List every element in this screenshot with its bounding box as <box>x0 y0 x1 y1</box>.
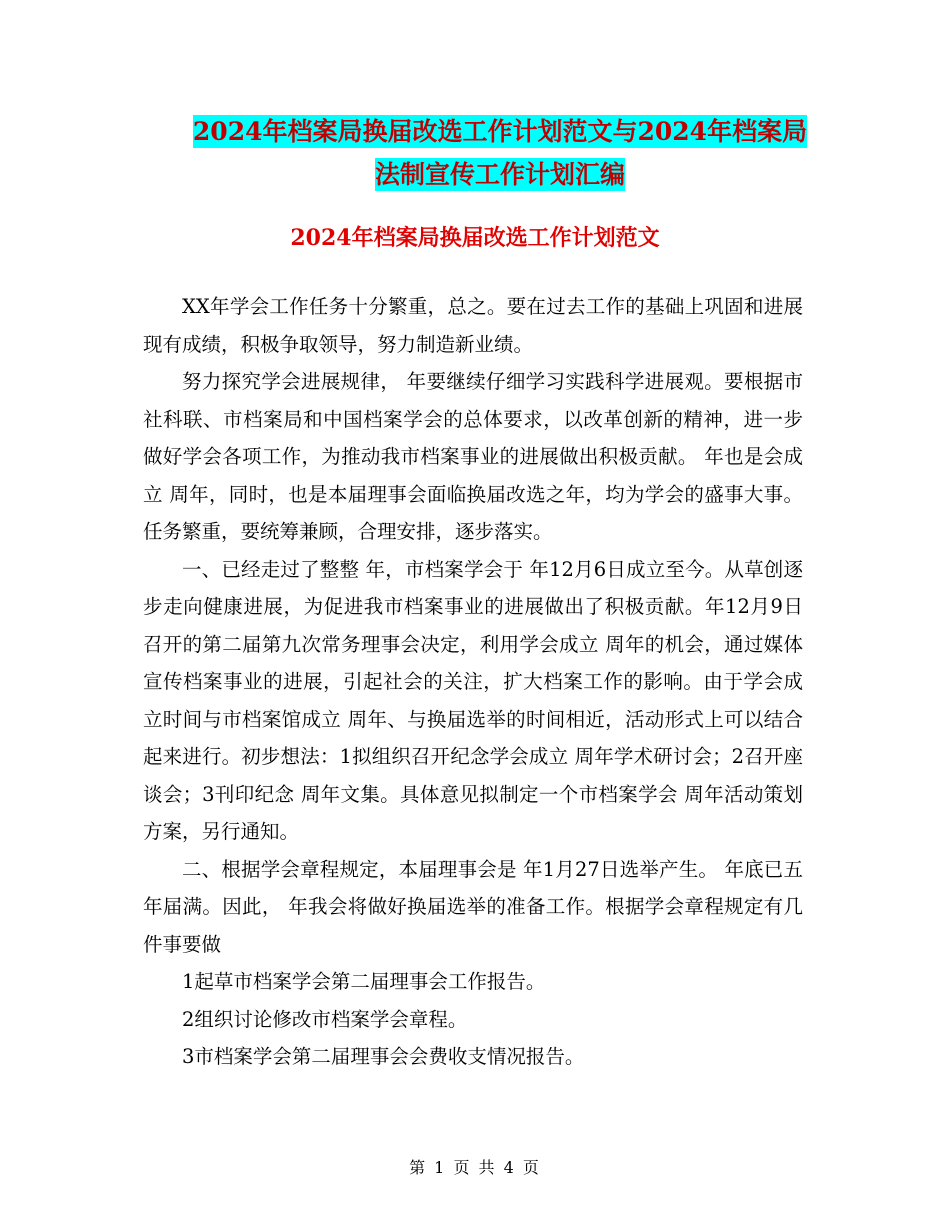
paragraph: 努力探究学会进展规律， 年要继续仔细学习实践科学进展观。要根据市社科联、市档案局和中国档案学会的总体要求，以改革创新的精神，进一步做好学会各项工作，为推动我市档案事业的进展做出积极贡献。 年也是会成立 周年，同时，也是本届理事会面临换届改选之年，均为学会的盛事大事。任务繁重，要统筹兼顾，合理安排，逐步落实。 <box>143 370 803 543</box>
list-item: 1起草市档案学会第二届理事会工作报告。 <box>182 970 546 993</box>
section-title: 2024年档案局换届改选工作计划范文 <box>290 225 660 251</box>
list-item: 2组织讨论修改市档案学会章程。 <box>182 1007 468 1031</box>
paragraph: XX年学会工作任务十分繁重，总之。要在过去工作的基础上巩固和进展现有成绩，积极争取领导，努力制造新业绩。 <box>143 295 803 356</box>
document-title <box>140 110 860 196</box>
paragraph: 一、已经走过了整整 年，市档案学会于 年12月6日成立至今。从草创逐步走向健康进展，为促进我市档案事业的进展做出了积极贡献。年12月9日召开的第二届第九次常务理事会决定，利用学会成立 周年的机会，通过媒体宣传档案事业的进展，引起社会的关注，扩大档案工作的影响。由于学会成立时间与市档案馆成立 周年、与换届选举的时间相近，活动形式上可以结合起来进行。初步想法：1拟组织召开纪念学会成立 周年学术研讨会；2召开座谈会；3刊印纪念 周年文集。具体意见拟制定一个市档案学会 周年活动策划方案，另行通知。 <box>143 557 803 843</box>
title-line-1: 2024年档案局换届改选工作计划范文与2024年档案局 <box>192 117 808 146</box>
page-footer: 第 1 页 共 4 页 <box>409 1158 541 1177</box>
document-body <box>143 288 803 1076</box>
title-line-2: 法制宣传工作计划汇编 <box>374 160 625 189</box>
list-item: 3市档案学会第二届理事会会费收支情况报告。 <box>182 1045 585 1068</box>
paragraph: 二、根据学会章程规定，本届理事会是 年1月27日选举产生。 年底已五年届满。因此， 年我会将做好换届选举的准备工作。根据学会章程规定有几件事要做 <box>143 857 803 956</box>
